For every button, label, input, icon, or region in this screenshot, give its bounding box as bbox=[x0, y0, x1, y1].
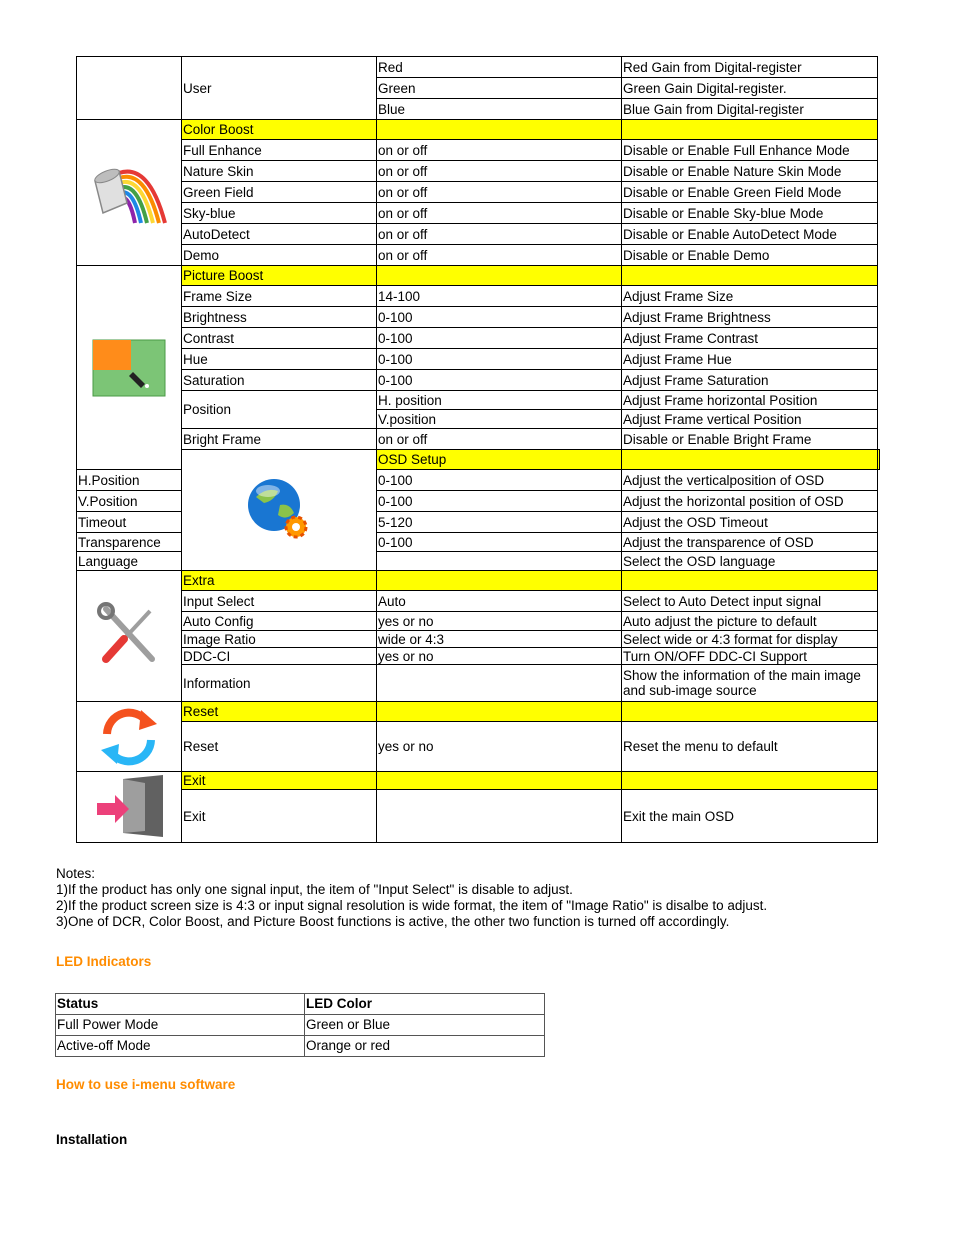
menu-value: yes or no bbox=[377, 612, 622, 631]
menu-desc: Adjust the transparence of OSD bbox=[622, 533, 878, 552]
menu-item: Green Field bbox=[182, 182, 377, 203]
note-line: 2)If the product screen size is 4:3 or input signal resolution is wide format, the item of "Image Ratio" is disalbe to adjust. bbox=[56, 898, 768, 913]
led-indicators-heading: LED Indicators bbox=[56, 954, 152, 969]
menu-desc: Select to Auto Detect input signal bbox=[622, 591, 878, 612]
menu-desc: Disable or Enable Nature Skin Mode bbox=[622, 161, 878, 182]
user-value: Red bbox=[377, 57, 622, 78]
menu-value: on or off bbox=[377, 245, 622, 266]
section-header-exit: Exit bbox=[182, 772, 377, 790]
led-column-header: LED Color bbox=[305, 994, 545, 1015]
menu-desc: Adjust Frame Size bbox=[622, 286, 878, 307]
exit-door-icon bbox=[77, 772, 182, 843]
menu-value: on or off bbox=[377, 140, 622, 161]
header-blank bbox=[377, 120, 622, 140]
globe-gear-icon bbox=[182, 450, 377, 571]
user-value: Green bbox=[377, 78, 622, 99]
section-header-osd-setup: OSD Setup bbox=[377, 450, 622, 470]
menu-item: Saturation bbox=[182, 370, 377, 391]
icon-cell-empty bbox=[77, 57, 182, 120]
menu-value: 5-120 bbox=[377, 512, 622, 533]
osd-menu-table bbox=[76, 56, 880, 843]
menu-item: Position bbox=[182, 391, 377, 429]
menu-value: on or off bbox=[377, 161, 622, 182]
menu-value: 0-100 bbox=[377, 370, 622, 391]
menu-value: on or off bbox=[377, 203, 622, 224]
menu-desc: Select wide or 4:3 format for display bbox=[622, 631, 878, 648]
user-desc: Green Gain Digital-register. bbox=[622, 78, 878, 99]
menu-value: H. position bbox=[377, 391, 622, 410]
menu-item: Auto Config bbox=[182, 612, 377, 631]
menu-desc: Turn ON/OFF DDC-CI Support bbox=[622, 648, 878, 665]
menu-item: Bright Frame bbox=[182, 429, 377, 450]
menu-item: Full Enhance bbox=[182, 140, 377, 161]
section-header-color-boost: Color Boost bbox=[182, 120, 377, 140]
imenu-heading: How to use i-menu software bbox=[56, 1077, 236, 1092]
menu-item: Input Select bbox=[182, 591, 377, 612]
menu-item: Contrast bbox=[182, 328, 377, 349]
menu-value: 0-100 bbox=[377, 307, 622, 328]
menu-desc: Disable or Enable AutoDetect Mode bbox=[622, 224, 878, 245]
menu-item: V.Position bbox=[77, 491, 182, 512]
menu-value: wide or 4:3 bbox=[377, 631, 622, 648]
menu-value: on or off bbox=[377, 224, 622, 245]
menu-item: Image Ratio bbox=[182, 631, 377, 648]
menu-desc: Reset the menu to default bbox=[622, 722, 878, 772]
menu-item: Timeout bbox=[77, 512, 182, 533]
led-color-cell: Green or Blue bbox=[305, 1015, 545, 1036]
led-color-cell: Orange or red bbox=[305, 1036, 545, 1057]
menu-value bbox=[377, 552, 622, 571]
header-blank bbox=[377, 571, 622, 591]
menu-item: Frame Size bbox=[182, 286, 377, 307]
notes-title: Notes: bbox=[56, 866, 96, 881]
menu-desc: Show the information of the main image and sub-image source bbox=[622, 665, 878, 702]
menu-value: yes or no bbox=[377, 722, 622, 772]
note-line: 1)If the product has only one signal input, the item of "Input Select" is disable to adjust. bbox=[56, 882, 573, 897]
menu-item: Nature Skin bbox=[182, 161, 377, 182]
menu-value bbox=[377, 665, 622, 702]
notes bbox=[56, 866, 767, 930]
menu-desc: Adjust Frame Contrast bbox=[622, 328, 878, 349]
menu-item: Demo bbox=[182, 245, 377, 266]
menu-desc: Disable or Enable Full Enhance Mode bbox=[622, 140, 878, 161]
menu-desc: Disable or Enable Demo bbox=[622, 245, 878, 266]
led-column-header: Status bbox=[56, 994, 305, 1015]
refresh-arrows-icon bbox=[77, 702, 182, 772]
menu-desc: Adjust the verticalposition of OSD bbox=[622, 470, 878, 491]
menu-desc: Adjust Frame horizontal Position bbox=[622, 391, 878, 410]
menu-item: DDC-CI bbox=[182, 648, 377, 665]
menu-item: Hue bbox=[182, 349, 377, 370]
menu-item: Exit bbox=[182, 790, 377, 843]
header-blank bbox=[377, 772, 622, 790]
menu-desc: Exit the main OSD bbox=[622, 790, 878, 843]
menu-desc: Disable or Enable Sky-blue Mode bbox=[622, 203, 878, 224]
menu-item: Brightness bbox=[182, 307, 377, 328]
menu-value: 0-100 bbox=[377, 470, 622, 491]
menu-item: AutoDetect bbox=[182, 224, 377, 245]
section-header-picture-boost: Picture Boost bbox=[182, 266, 377, 286]
menu-value: 14-100 bbox=[377, 286, 622, 307]
menu-desc: Adjust the horizontal position of OSD bbox=[622, 491, 878, 512]
menu-value: on or off bbox=[377, 429, 622, 450]
menu-desc: Adjust Frame Hue bbox=[622, 349, 878, 370]
menu-desc: Select the OSD language bbox=[622, 552, 878, 571]
led-status-cell: Full Power Mode bbox=[56, 1015, 305, 1036]
menu-item: Sky-blue bbox=[182, 203, 377, 224]
menu-value: on or off bbox=[377, 182, 622, 203]
header-blank bbox=[622, 450, 878, 470]
menu-item: Language bbox=[77, 552, 182, 571]
menu-item: Reset bbox=[182, 722, 377, 772]
header-blank bbox=[622, 571, 878, 591]
menu-desc: Adjust Frame vertical Position bbox=[622, 410, 878, 429]
user-desc: Red Gain from Digital-register bbox=[622, 57, 878, 78]
user-value: Blue bbox=[377, 99, 622, 120]
led-status-cell: Active-off Mode bbox=[56, 1036, 305, 1057]
menu-value: 0-100 bbox=[377, 349, 622, 370]
header-blank bbox=[622, 702, 878, 722]
section-header-reset: Reset bbox=[182, 702, 377, 722]
menu-value: 0-100 bbox=[377, 491, 622, 512]
note-line: 3)One of DCR, Color Boost, and Picture Boost functions is active, the other two function is turned off accordingly. bbox=[56, 914, 730, 929]
menu-desc: Disable or Enable Bright Frame bbox=[622, 429, 878, 450]
menu-desc: Adjust Frame Brightness bbox=[622, 307, 878, 328]
header-blank bbox=[622, 266, 878, 286]
tools-icon bbox=[77, 571, 182, 702]
menu-item: Information bbox=[182, 665, 377, 702]
header-blank bbox=[377, 266, 622, 286]
menu-desc: Disable or Enable Green Field Mode bbox=[622, 182, 878, 203]
section-header-extra: Extra bbox=[182, 571, 377, 591]
header-blank bbox=[622, 120, 878, 140]
user-desc: Blue Gain from Digital-register bbox=[622, 99, 878, 120]
installation-heading: Installation bbox=[56, 1132, 128, 1147]
led-table bbox=[55, 993, 545, 1057]
menu-item: H.Position bbox=[77, 470, 182, 491]
header-blank bbox=[377, 702, 622, 722]
paint-bucket-rainbow-icon bbox=[77, 120, 182, 266]
header-blank bbox=[622, 772, 878, 790]
menu-value: V.position bbox=[377, 410, 622, 429]
menu-desc: Adjust the OSD Timeout bbox=[622, 512, 878, 533]
menu-value bbox=[377, 790, 622, 843]
menu-value: 0-100 bbox=[377, 533, 622, 552]
menu-value: Auto bbox=[377, 591, 622, 612]
menu-value: yes or no bbox=[377, 648, 622, 665]
menu-value: 0-100 bbox=[377, 328, 622, 349]
user-label: User bbox=[182, 57, 377, 120]
menu-desc: Adjust Frame Saturation bbox=[622, 370, 878, 391]
header-blank bbox=[878, 450, 880, 470]
menu-item: Transparence bbox=[77, 533, 182, 552]
picture-frame-icon bbox=[77, 266, 182, 470]
menu-desc: Auto adjust the picture to default bbox=[622, 612, 878, 631]
